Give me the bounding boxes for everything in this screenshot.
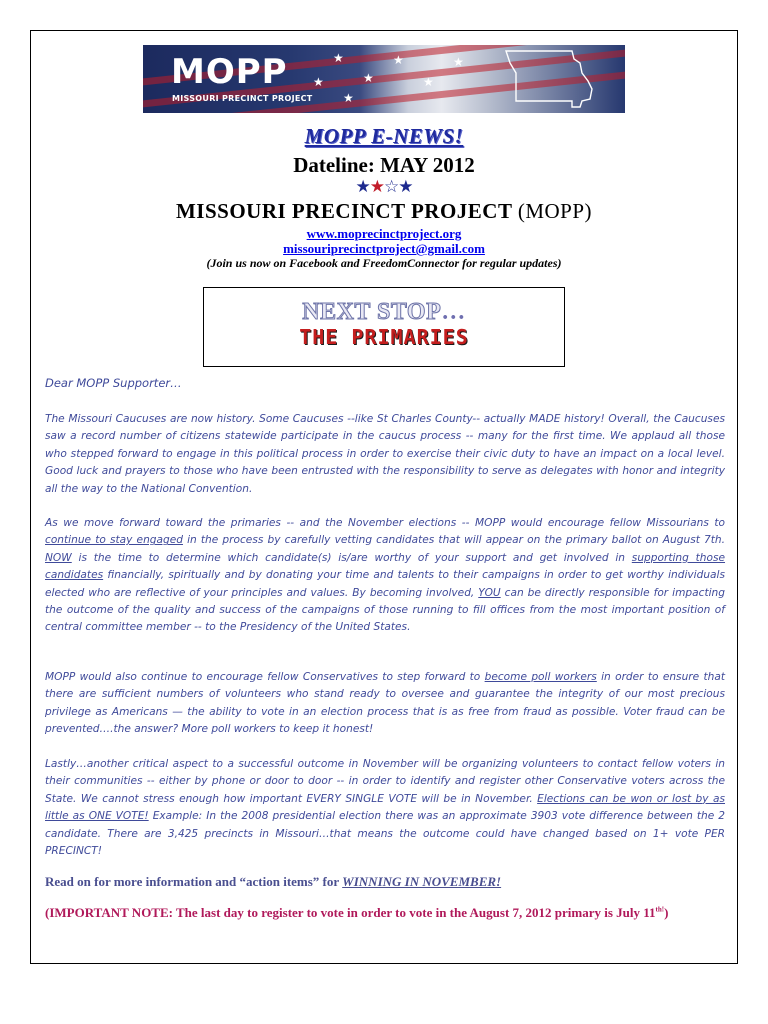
emphasis-text: Elections can be won or lost by as little as ONE VOTE! [45, 792, 725, 823]
mopp-banner [143, 45, 625, 113]
primaries-heading: THE PRIMARIES [299, 325, 469, 349]
star-icon: ★ [333, 51, 344, 65]
text-run: in order to ensure that there are sufficient numbers of volunteers who stand ready to oversee and guarantee the integrity of our most precious privilege as Americans — the ability to vote in an election process that is as free from fraud as possible. Voter fraud can be prevented….the answer? More poll workers to keep it honest! [45, 671, 725, 736]
emphasis-text: YOU [478, 586, 501, 599]
text-run: is the time to determine which candidate(s) is/are worthy of your support and get involved in [71, 551, 632, 564]
stars-row [30, 177, 738, 197]
enews-title: MOPP E-NEWS! [304, 124, 464, 148]
dateline: Dateline: MAY 2012 [293, 153, 475, 177]
letter-salutation: Dear MOPP Supporter… [45, 376, 182, 390]
org-abbrev: (MOPP) [517, 199, 593, 223]
text-run: in the process by carefully vetting candidates that will appear on the primary ballot on August 7th. [182, 534, 725, 547]
star-icon: ★ [343, 91, 354, 105]
emphasis-text: supporting those candidates [45, 551, 726, 582]
star-icon: ★ [398, 177, 413, 197]
website-link[interactable]: www.moprecinctproject.org [306, 226, 462, 241]
org-name: MISSOURI PRECINCT PROJECT [175, 199, 513, 223]
missouri-map-icon [502, 47, 597, 111]
read-on-text: Read on for more information and “action items” for [45, 874, 343, 889]
star-icon: ★ [313, 75, 324, 89]
note-superscript: th! [655, 905, 665, 914]
important-note [45, 905, 668, 921]
text-run: As we move forward toward the primaries -- and the November elections -- MOPP would encourage fellow Missourians to [45, 517, 725, 529]
note-close: ) [664, 905, 669, 920]
banner-subtitle: MISSOURI PRECINCT PROJECT [172, 94, 313, 103]
banner-logo: MOPP [171, 52, 288, 92]
text-run: Lastly…another critical aspect to a successful outcome in November will be organizing volunteers to contact fellow voters in their communities -- either by phone or door to door -- in order to identify and register other Conservative voters across the State. We cannot stress enough how important EVERY SINGLE VOTE will be in November. [45, 758, 725, 805]
star-icon: ★ [369, 177, 384, 197]
winning-link[interactable]: WINNING IN NOVEMBER! [342, 874, 502, 889]
star-outline-icon: ☆ [384, 177, 399, 197]
letter-paragraph-4 [45, 756, 725, 860]
next-stop-heading [204, 299, 564, 325]
star-icon: ★ [393, 53, 404, 67]
letter-paragraph-1: The Missouri Caucuses are now history. Some Caucuses --like St Charles County-- actually MADE history! Overall, the Caucuses saw a record number of citizens statewide participate in the caucus process -- many for the first time. We applaud all those who stepped forward to engage in this political process in order to exercise their civic duty to have an impact on a local level. Good luck and prayers to those who have been entrusted with the responsibility to serve as delegates with honor and integrity all the way to the National Convention. [45, 413, 725, 495]
emphasis-text: NOW [45, 551, 72, 564]
star-icon: ★ [363, 71, 374, 85]
text-run: can be directly responsible for impacting the outcome of the quality and success of the campaigns of those running to fill offices from the most important position of central committee member -- to the Presidency of the United States. [45, 586, 725, 634]
next-stop-dots: … [441, 299, 466, 325]
letter-paragraph-2 [45, 515, 725, 637]
star-icon: ★ [423, 75, 434, 89]
email-link[interactable]: missouriprecinctproject@gmail.com [283, 241, 485, 256]
text-run: financially, spiritually and by donating your time and talents to their campaigns in order to get worthy individuals elected who are reflective of your principles and values. By becoming involved, [45, 569, 725, 599]
letter-paragraph-3 [45, 669, 725, 739]
emphasis-text: continue to stay engaged [45, 534, 183, 547]
star-icon: ★ [355, 177, 370, 197]
emphasis-text: become poll workers [484, 671, 597, 683]
next-stop-callout [203, 287, 565, 367]
read-on-line [45, 874, 501, 890]
text-run: Example: In the 2008 presidential election there was an approximate 3903 vote difference between the 2 candidate. There are 3,425 precincts in Missouri…that means the outcome could have changed based on 1+ vote PER PRECINCT! [45, 810, 725, 858]
org-heading [30, 199, 738, 224]
note-text: (IMPORTANT NOTE: The last day to register to vote in order to vote in the August 7, 2012 primary is July 11 [45, 905, 656, 920]
text-run: MOPP would also continue to encourage fellow Conservatives to step forward to [45, 671, 485, 683]
star-icon: ★ [453, 55, 464, 69]
next-stop-text: NEXT STOP [302, 299, 442, 325]
join-note: (Join us now on Facebook and FreedomConnector for regular updates) [206, 256, 562, 270]
